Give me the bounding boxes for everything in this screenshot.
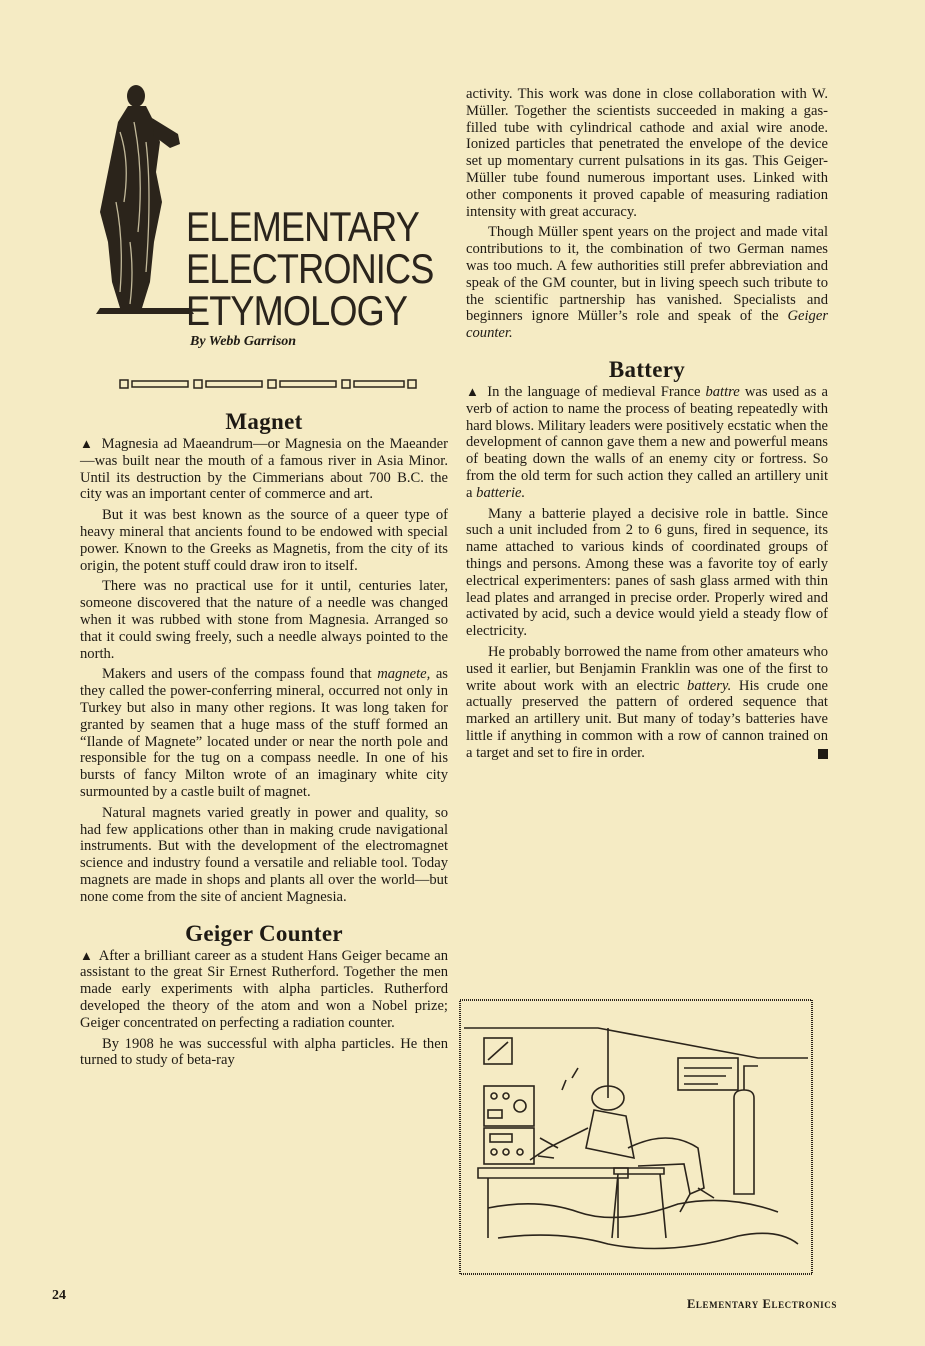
magnet-paragraph-5: Natural magnets varied greatly in power and quality, so had few applications other than in making crude navigational instruments. But with the development of the electromagnet science and industry found a versatile and reliable tool. Today magnets are made in shops and plants all over the world—but none come from the site of ancient Magnesia. [80, 804, 448, 905]
heading-battery: Battery [608, 356, 686, 382]
page-number: 24 [52, 1288, 66, 1303]
magnet-paragraph-3: There was no practical use for it until, centuries later, someone discovered that the nature of a needle was changed when it was rubbed with stone from Magnesia. Arranged so that it could swing freely, such a needle always pointed to the north. [80, 578, 448, 662]
battery-paragraph-2: Many a batterie played a decisive role in battle. Since such a unit included from 2 to 6 guns, fired in sequence, its name attached to various kinds of coordinated groups of things and persons. Among these was a favorite toy of early electrical experimenters: panes of sash glass armed with thin lead plates and arranged in precise order. Properly wired and activated by acid, such a device would yield a steady flow of electricity. [466, 505, 828, 640]
geiger-paragraph-2: By 1908 he was successful with alpha particles. He then turned to study of beta-ray [80, 1035, 448, 1069]
magnet-paragraph-2: But it was best known as the source of a queer type of heavy mineral that ancients found to be endowed with special power. Known to the Greeks as Magnetis, from the city of its origin, the potent stuff could draw iron to itself. [80, 507, 448, 574]
title-line-1: ELEMENTARY [186, 203, 419, 250]
right-column [466, 86, 828, 765]
end-of-article-square-icon [818, 749, 828, 759]
triangle-bullet-icon: ▲ [466, 383, 481, 399]
byline: By Webb Garrison [190, 334, 297, 349]
geiger-paragraph-2-continued: activity. This work was done in close collaboration with W. Müller. Together the scientists succeeded in making a gas-filled tube with cylindrical cathode and axial wire anode. Ionized particles that penetrated the envelope of the device set up momentary current pulsations in its gas. This Geiger-Müller tube found numerous important uses. Linked with other components it proved capable of measuring radiation intensity with great accuracy. [466, 86, 828, 220]
ornamental-divider [118, 378, 418, 390]
left-column [80, 410, 448, 1073]
battery-paragraph-3: He probably borrowed the name from other amateurs who used it earlier, but Benjamin Franklin was one of the first to write about work with an electric battery. His crude one actually preserved the pattern of ordered sequence that marked an artillery unit. But many of today’s batteries have little if anything in common with a row of cannon trained on a target and set to fire in order. [466, 643, 828, 761]
greek-statue-illustration [90, 82, 200, 314]
geiger-paragraph-1: ▲ After a brilliant career as a student Hans Geiger became an assistant to the great Sir Ernest Rutherford. Together the men made early experiments with alpha particles. Rutherford developed the theory of the atom and won a Nobel prize; Geiger concentrated on perfecting a radiation counter. [80, 947, 448, 1031]
title-line-2: ELECTRONICS [186, 245, 434, 292]
cartoon-illustration [458, 998, 814, 1276]
title-line-3: ETYMOLOGY [186, 287, 408, 334]
heading-geiger-counter: Geiger Counter [185, 920, 343, 946]
article-title [186, 203, 456, 334]
geiger-paragraph-3: Though Müller spent years on the project and made vital contributions to it, the combination of two German names was too much. A few authorities still prefer abbreviation and speak of the GM counter, but in living speech such tribute to the scientific partnership has vanished. Specialists and beginners ignore Müller’s role and speak of the Geiger counter. [466, 224, 828, 342]
magnet-paragraph-1: ▲ Magnesia ad Maeandrum—or Magnesia on the Maeander—was built near the mouth of a famous river in Asia Minor. Until its destruction by the Cimmerians about 700 B.C. the city was an important center of commerce and art. [80, 436, 448, 503]
running-footer-title: Elementary Electronics [686, 1297, 837, 1311]
battery-paragraph-1: ▲ In the language of medieval France battre was used as a verb of action to name the process of beating repeatedly with hard blows. Military leaders were positively ecstatic when the development of cannon gave them a new and powerful means of beating down the walls of an enemy city or fortress. So from the old term for such action they called an artillery unit a batterie. [466, 383, 828, 501]
triangle-bullet-icon: ▲ [80, 436, 95, 451]
triangle-bullet-icon: ▲ [80, 947, 94, 963]
heading-magnet: Magnet [225, 409, 303, 434]
magnet-paragraph-4: Makers and users of the compass found that magnete, as they called the power-conferring mineral, occurred not only in Turkey but also in many other regions. It was long taken for granted by seamen that a huge mass of the stuff formed an “Ilande of Magnete” located under or near the north pole and responsible for the tug on a compass needle. In one of his bursts of fancy Milton wrote of an imaginary white city surmounted by a castle built of magnet. [80, 666, 448, 800]
